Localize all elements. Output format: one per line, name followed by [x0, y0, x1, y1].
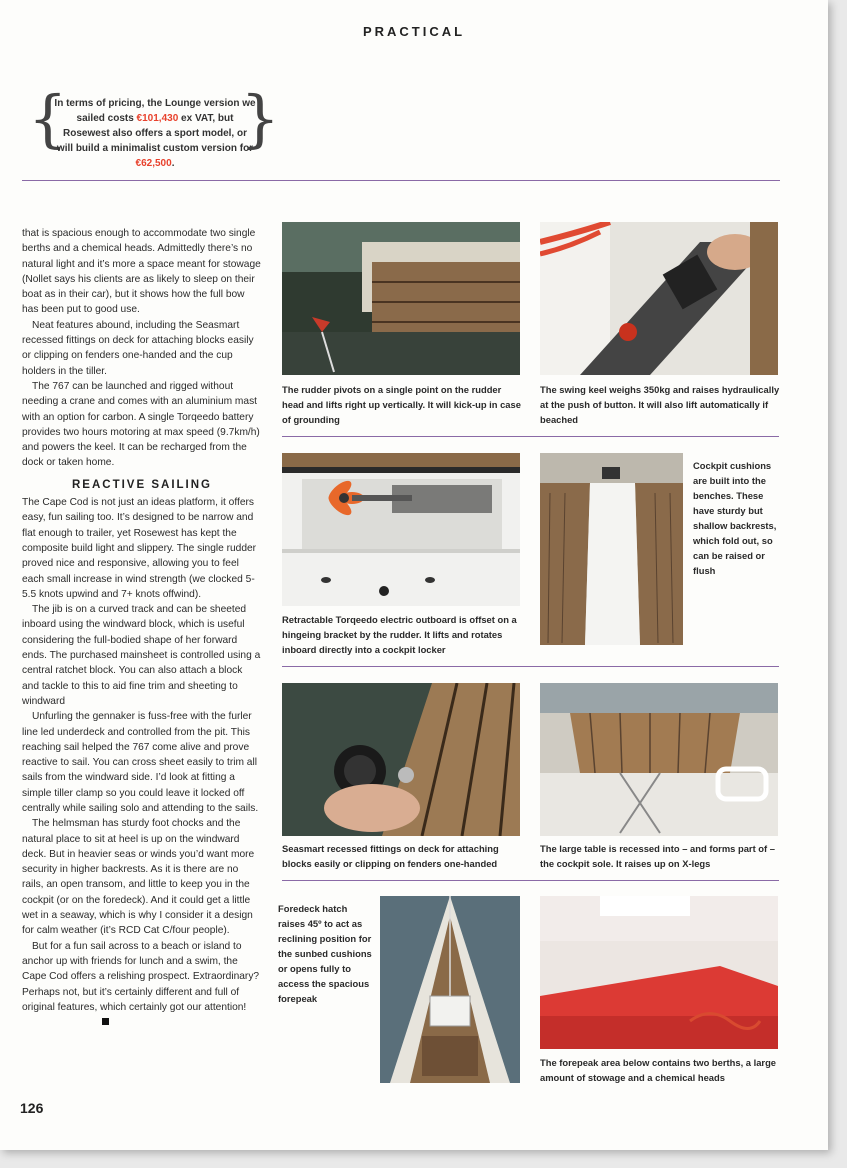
article-body — [22, 226, 262, 1030]
caption-foredeck-hatch: Foredeck hatch raises 45º to act as reclining position for the sunbed cushions or opens fully to access the spacious forepeak — [278, 903, 372, 1004]
left-brace-icon: { — [28, 82, 68, 155]
separator-rule — [282, 436, 779, 437]
pull-quote — [28, 82, 280, 169]
photo-cockpit-cushions — [540, 453, 683, 645]
separator-rule — [282, 880, 779, 881]
paragraph: Unfurling the gennaker is fuss-free with the furler line led underdeck and controlled from the pit. This reaching sail helped the 767 come alive and prove reactive to sail. You can cross sheet easily to trim all sails from the windward side. I’d look at fitting a simple tiller clamp so you could leave it locked off centrally while sailing solo and attending to the sails. — [22, 711, 259, 814]
paragraph: The 767 can be launched and rigged without needing a crane and comes with an aluminium mast with an option for carbon. A single Torqeedo battery provides two hours motoring at max speed (9.7km/h) and powers the keel. It can be recharged from the dock or taken home. — [22, 380, 260, 469]
paragraph: The Cape Cod is not just an ideas platform, it offers easy, fun sailing too. It’s designed to be narrow and flat enough to trailer, yet Rosewest has kept the composite build light and slippery. The single rudder proved nice and responsive, allowing you to feel each small increase in wind strength (we clocked 5-5.5 knots upwind and 7+ knots offwind). — [22, 497, 257, 600]
caption-cockpit-table: The large table is recessed into – and forms part of – the cockpit sole. It raises up on X-legs — [540, 843, 775, 869]
top-rule — [22, 180, 780, 181]
paragraph — [22, 939, 262, 1031]
caption-rudder: The rudder pivots on a single point on the rudder head and lifts right up vertically. It will kick-up in case of grounding — [282, 384, 521, 425]
photo-outboard — [282, 453, 520, 606]
paragraph: The helmsman has sturdy foot chocks and the natural place to sit at heel is up on the windward deck. But in heavier seas or winds you’d want more security in higher backrests. As it is there are no rails, an open transom, and little to keep you in the cockpit (or on the foredeck). And it could get a little wet in a seaway, which is why I consider it a design for calm weather (it’s RCD Cat C/four people). — [22, 818, 255, 937]
photo-rudder — [282, 222, 520, 375]
closing-paragraph-text: But for a fun sail across to a beach or island to anchor up with friends for lunch and a swim, the Cape Cod offers a relishing prospect. Extraordinary? Perhaps not, but it’s certainly different and full of original features, which certainly got our attention! — [22, 940, 260, 1013]
paragraph: Neat features abound, including the Seasmart recessed fittings on deck for attaching blocks easily or clipping on fenders one-handed and the cup holders in the tiller. — [22, 319, 254, 377]
photo-seasmart-fittings — [282, 683, 520, 836]
pull-quote-text-middle: ex VAT, but Rosewest also offers a sport model, or will build a minimalist custom version for — [56, 113, 254, 154]
pull-quote-text — [54, 96, 256, 171]
photo-cockpit-table — [540, 683, 778, 836]
photo-foredeck-hatch — [380, 896, 520, 1083]
pull-quote-text-before: In terms of pricing, the Lounge version we sailed costs — [54, 98, 256, 124]
caption-cockpit-cushions: Cockpit cushions are built into the benches. These have sturdy but shallow backrests, which fold out, so can be raised or flush — [693, 460, 777, 576]
page-number: 126 — [20, 1100, 44, 1116]
pull-quote-text-after: . — [171, 158, 175, 169]
end-mark-icon — [102, 1018, 109, 1025]
price-custom: €62,500 — [135, 158, 172, 169]
section-header: PRACTICAL — [362, 24, 466, 39]
caption-outboard: Retractable Torqeedo electric outboard is offset on a hingeing bracket by the rudder. It lifts and rotates inboard directly into a cockpit locker — [282, 614, 517, 655]
separator-rule — [282, 666, 779, 667]
right-brace-icon: } — [240, 82, 280, 155]
price-lounge: €101,430 — [136, 113, 179, 124]
paragraph: that is spacious enough to accommodate two single berths and a chemical heads. Admittedly there’s no natural light and it’s more a space meant for stowage (Nollet says his clients are as likely to sleep on their boat as in their car), but it shows how the full bow has been put to good use. — [22, 228, 261, 316]
paragraph: The jib is on a curved track and can be sheeted inboard using the windward block, which is useful considering the full-bodied shape of her forward ends. The purchased mainsheet is controlled using a central ratchet block. You can also attach a block and tackle to this to aid fine trim and sheeting to windward — [22, 604, 261, 707]
photo-forepeak — [540, 896, 778, 1049]
subheading: REACTIVE SAILING — [72, 478, 212, 491]
caption-keel: The swing keel weighs 350kg and raises hydraulically at the push of button. It will also lift automatically if beached — [540, 384, 780, 425]
photo-keel — [540, 222, 778, 375]
caption-forepeak: The forepeak area below contains two berths, a large amount of stowage and a chemical heads — [540, 1057, 777, 1083]
caption-seasmart-fittings: Seasmart recessed fittings on deck for attaching blocks easily or clipping on fenders one-handed — [282, 843, 499, 869]
